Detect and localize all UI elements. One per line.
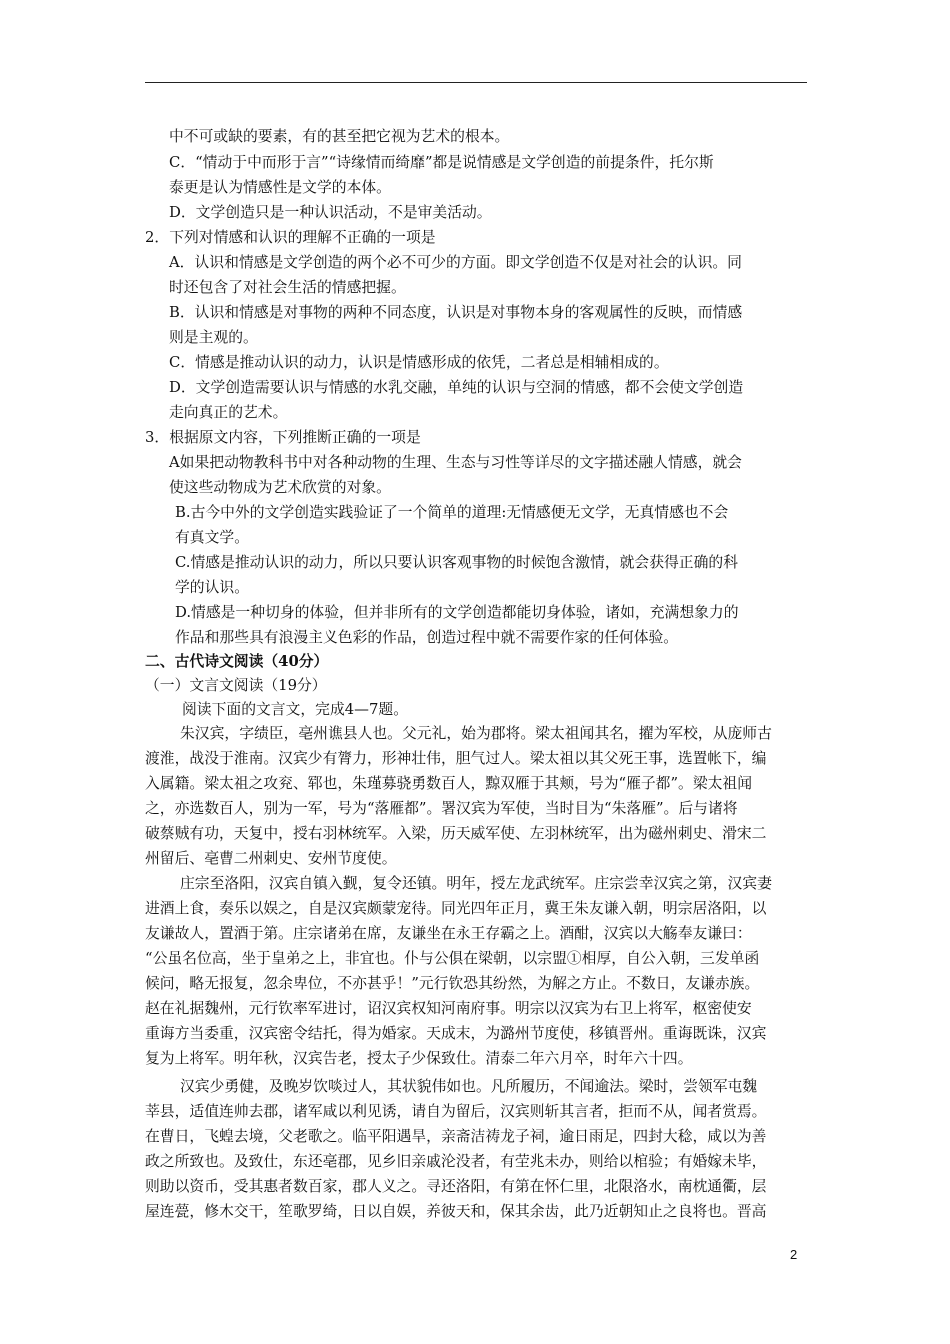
- text-line: 则是主观的。: [169, 329, 258, 346]
- passage-line: 则助以资币，受其惠者数百家，郡人义之。寻还洛阳，有第在怀仁里，北限洛水，南枕通衢，层: [145, 1178, 767, 1195]
- passage-line: 之，亦选数百人，别为一军，号为“落雁都”。署汉宾为军使，当时目为“朱落雁”。后与诸将: [145, 800, 738, 817]
- passage-line: 汉宾少勇健，及晚岁饮啖过人，其状貌伟如也。凡所履历，不闻逾法。梁时，尝领军屯魏: [180, 1078, 758, 1095]
- passage-line: 候问，略无报复，忽余卑位，不亦甚乎！”元行钦恐其纷然，为解之方止。不数日，友谦赤族。: [145, 975, 760, 992]
- text-line: 时还包含了对社会生活的情感把握。: [169, 279, 406, 296]
- instruction: 阅读下面的文言文，完成4—7题。: [182, 701, 408, 718]
- passage-line: 屋连甍，修木交干，笙歌罗绮，日以自娱，养彼天和，保其余齿，此乃近朝知止之良将也。晋高: [145, 1203, 767, 1220]
- text-line: 使这些动物成为艺术欣赏的对象。: [169, 479, 391, 496]
- q3-option-b: B.古今中外的文学创造实践验证了一个简单的道理:无情感便无文学，无真情感也不会: [175, 504, 729, 521]
- passage-line: 重诲方当委重，汉宾密令结托，得为婚家。天成末，为潞州节度使，移镇晋州。重诲既诛，汉宾: [145, 1025, 767, 1042]
- passage-line: 在曹日，飞蝗去境，父老歌之。临平阳遇旱，亲斋洁祷龙子祠，逾日雨足，四封大稔，咸以为善: [145, 1128, 767, 1145]
- passage-line: 进酒上食，奏乐以娱之，自是汉宾颇蒙宠待。同光四年正月，冀王朱友谦入朝，明宗居洛阳，以: [145, 900, 767, 917]
- passage-line: 朱汉宾，字绩臣，亳州谯县人也。父元礼，始为郡将。梁太祖闻其名，擢为军校，从庞师古: [180, 725, 772, 742]
- q3-option-a: A如果把动物教科书中对各种动物的生理、生态与习性等详尽的文字描述融人情感，就会: [169, 454, 742, 471]
- subsection-heading: （一）文言文阅读（19分）: [145, 677, 327, 694]
- q2-option-a: A．认识和情感是文学创造的两个必不可少的方面。即文学创造不仅是对社会的认识。同: [169, 254, 742, 271]
- q2-option-d: D．文学创造需要认识与情感的水乳交融，单纯的认识与空洞的情感，都不会使文学创造: [169, 379, 744, 396]
- question-2-stem: 2．下列对情感和认识的理解不正确的一项是: [145, 229, 436, 246]
- q2-option-b: B．认识和情感是对事物的两种不同态度，认识是对事物本身的客观属性的反映，而情感: [169, 304, 743, 321]
- text-line: 走向真正的艺术。: [169, 404, 288, 421]
- passage-line: 庄宗至洛阳，汉宾自镇入觐，复令还镇。明年，授左龙武统军。庄宗尝幸汉宾之第，汉宾妻: [180, 875, 772, 892]
- text-line: 中不可或缺的要素，有的甚至把它视为艺术的根本。: [169, 128, 510, 145]
- passage-line: 政之所致也。及致仕，东还亳郡，见乡旧亲戚沦没者，有茔兆未办，则给以棺验；有婚嫁未毕，: [145, 1153, 767, 1170]
- option-d: D．文学创造只是一种认识活动，不是审美活动。: [169, 204, 492, 221]
- question-3-stem: 3．根据原文内容，下列推断正确的一项是: [145, 429, 421, 446]
- passage-line: 莘县，适值连帅去郡，诸军咸以利见诱，请自为留后，汉宾则斩其言者，拒而不从，闻者赏焉。: [145, 1103, 767, 1120]
- section-heading: 二、古代诗文阅读（40分）: [145, 653, 329, 670]
- text-line: 学的认识。: [175, 579, 249, 596]
- q3-option-c: C.情感是推动认识的动力，所以只要认识客观事物的时候饱含激情，就会获得正确的科: [175, 554, 738, 571]
- passage-line: 破蔡贼有功，天复中，授右羽林统军。入梁，历天威军使、左羽林统军，出为磁州刺史、滑宋二: [145, 825, 767, 842]
- passage-line: 赵在礼据魏州，元行钦率军进讨，诏汉宾权知河南府事。明宗以汉宾为右卫上将军，枢密使安: [145, 1000, 752, 1017]
- passage-line: 友谦故人，置酒于第。庄宗诸弟在席，友谦坐在永王存霸之上。酒酣，汉宾以大觞奉友谦曰：: [145, 925, 752, 942]
- header-rule: [145, 82, 807, 83]
- text-line: 作品和那些具有浪漫主义色彩的作品，创造过程中就不需要作家的任何体验。: [175, 629, 679, 646]
- page-number: 2: [790, 1247, 798, 1262]
- text-line: 有真文学。: [175, 529, 249, 546]
- passage-line: 入属籍。梁太祖之攻兖、郓也，朱瑾募骁勇数百人，黥双雁于其颊，号为“雁子都”。梁太祖闻: [145, 775, 753, 792]
- passage-line: 复为上将军。明年秋，汉宾告老，授太子少保致仕。清泰二年六月卒，时年六十四。: [145, 1050, 693, 1067]
- option-c: C．“情动于中而形于言”“诗缘情而绮靡”都是说情感是文学创造的前提条件，托尔斯: [169, 154, 714, 171]
- q2-option-c: C．情感是推动认识的动力，认识是情感形成的依凭，二者总是相辅相成的。: [169, 354, 669, 371]
- q3-option-d: D.情感是一种切身的体验，但并非所有的文学创造都能切身体验，诸如，充满想象力的: [175, 604, 739, 621]
- text-line: 泰更是认为情感性是文学的本体。: [169, 179, 391, 196]
- passage-line: 渡淮，战没于淮南。汉宾少有膂力，形神壮伟，胆气过人。梁太祖以其父死王事，选置帐下，编: [145, 750, 767, 767]
- passage-line: “公虽名位高，坐于皇弟之上，非宜也。仆与公俱在梁朝，以宗盟①相厚，自公入朝，三发单函: [145, 950, 760, 967]
- passage-line: 州留后、亳曹二州刺史、安州节度使。: [145, 850, 397, 867]
